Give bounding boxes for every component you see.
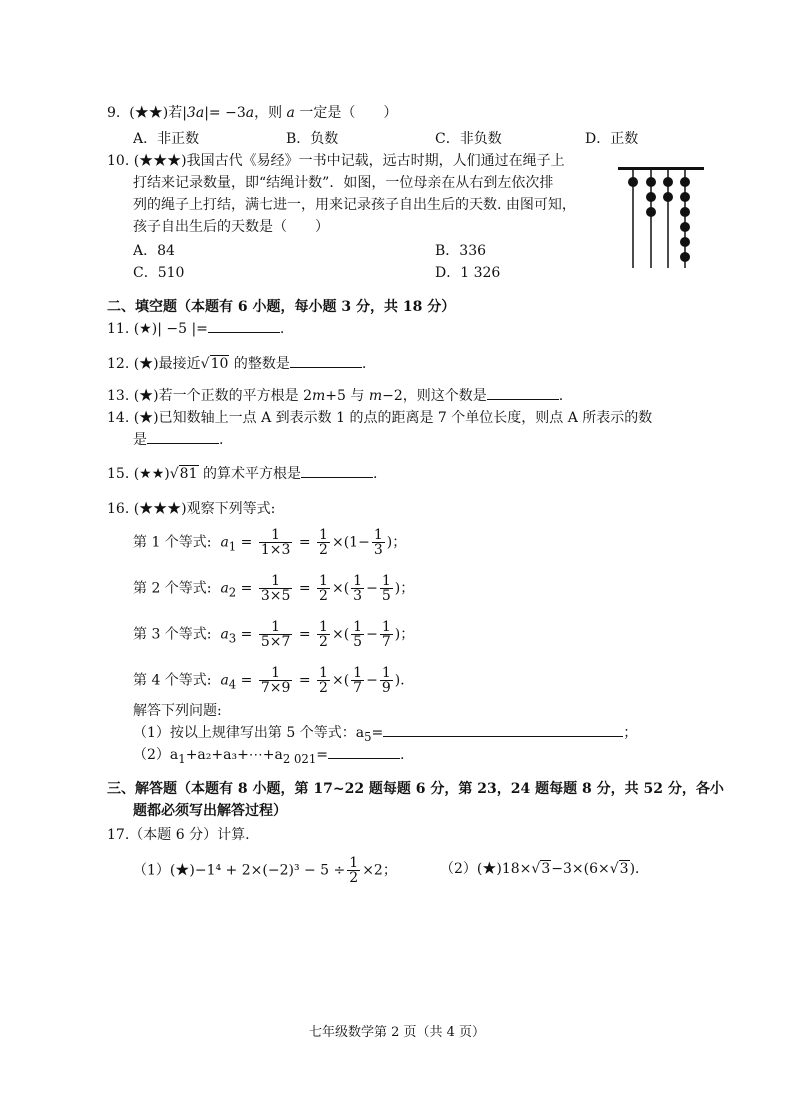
rope-4-knot [680, 222, 690, 232]
q16-sub-2: $(2)a_1+a_2+a_3+\cdots+a_{2 021}=$ . [133, 747, 405, 766]
rope-1-knot [628, 177, 638, 187]
q10-option-c[interactable]: C．510 [133, 265, 185, 281]
fraction: $\frac{1}{5\times 7}$ [260, 619, 291, 650]
q16-sub1-answer-blank[interactable] [383, 724, 623, 737]
q9-option-a[interactable]: A．非正数 [133, 131, 200, 147]
q10-option-a[interactable]: A．84 [133, 243, 175, 259]
fraction: $\frac{1}{3}$ [353, 573, 363, 604]
q10-option-d[interactable]: D．1 326 [435, 265, 501, 281]
q14-line-2: 是 . [133, 432, 224, 448]
rope-4-knot [680, 237, 690, 247]
fraction: $\frac{1}{5}$ [381, 573, 391, 604]
fraction: $\frac{1}{7\times 9}$ [260, 665, 291, 696]
q16-equation-3: 第 3 个等式: $a_3$ = $\frac{1}{5\times 7}$ = $\frac{1}{2}$ ×( $\frac{1}{5}$ − $\frac{1}{7}$ )； [133, 619, 415, 650]
q13: 13. (★)若一个正数的平方根是 2m+5 与 m−2，则这个数是 . [107, 388, 564, 404]
q9-stem: 9. (★★)若|3a|= −3a，则 a 一定是（ ） [107, 105, 398, 121]
fraction: $\frac{1}{7}$ [381, 619, 391, 650]
page-footer: 七年级数学第 2 页（共 4 页） [308, 1025, 486, 1040]
q14-line-1: 14. (★)已知数轴上一点 A 到表示数 1 的点的距离是 7 个单位长度，则点 A 所表示的数 [107, 410, 653, 426]
q10-line-2: 打结来记录数量，即“结绳计数”．如图，一位母亲在从右到左依次排 [133, 175, 554, 191]
q12: 12. (★)最接近√10 的整数是 . [107, 356, 367, 372]
q9-option-c[interactable]: C．非负数 [435, 131, 502, 147]
q11: 11. (★)| −5 |= . [107, 321, 285, 337]
q12-answer-blank[interactable] [290, 355, 362, 368]
knot-rope-figure [615, 164, 705, 272]
fraction: $\frac{1}{2}$ [319, 665, 328, 696]
q11-answer-blank[interactable] [208, 320, 280, 333]
q9-option-b[interactable]: B．负数 [286, 131, 339, 147]
section3-title-line-1: 三、解答题（本题有 8 小题，第 17~22 题每题 6 分，第 23，24 题每题 8 分，共 52 分，各小 [107, 781, 724, 797]
q10-line-3: 列的绳子上打结，满七进一，用来记录孩子自出生后的天数. 由图可知， [133, 197, 576, 213]
q15: 15. (★★)√81 的算术平方根是 . [107, 466, 378, 482]
rope-4-knot [680, 252, 690, 262]
q17-intro: 17.（本题 6 分）计算. [107, 827, 250, 843]
section2-title: 二、填空题（本题有 6 小题，每小题 3 分，共 18 分） [107, 299, 456, 315]
sqrt-sign: √ [609, 861, 619, 877]
q17-part-1: （1）(★)−1⁴ + 2×(−2)³ − 5 ÷ $\frac{1}{2}$ ×2； [133, 855, 397, 886]
rope-4-knot [680, 207, 690, 217]
q16-equation-1: 第 1 个等式: $a_1$ = $\frac{1}{1\times 3}$ = $\frac{1}{2}$ ×(1− $\frac{1}{3}$ )； [133, 527, 407, 558]
rope-4-knot [680, 192, 690, 202]
q17-part-2: （2）(★)18×√3−3×(6×√3)． [440, 861, 650, 877]
fraction: $\frac{1}{3}$ [373, 527, 383, 558]
q16-sub2-answer-blank[interactable] [328, 746, 400, 759]
q10-line-4: 孩子自出生后的天数是（ ） [133, 219, 329, 235]
fraction: $\frac{1}{2}$ [349, 855, 359, 886]
q16-intro: 16. (★★★)观察下列等式: [107, 501, 276, 517]
sqrt-sign: √ [531, 861, 541, 877]
sqrt-sign: √ [169, 466, 179, 482]
rope-2-knot [646, 192, 656, 202]
q10-line-1: 10. (★★★)我国古代《易经》一书中记载，远古时期，人们通过在绳子上 [107, 153, 565, 169]
fraction: $\frac{1}{3\times 5}$ [260, 573, 291, 604]
q14-answer-blank[interactable] [147, 431, 219, 444]
sqrt-sign: √ [200, 356, 210, 372]
fraction: $\frac{1}{2}$ [319, 527, 328, 558]
fraction: $\frac{1}{2}$ [319, 573, 328, 604]
fraction: $\frac{1}{2}$ [319, 619, 328, 650]
q16-equation-4: 第 4 个等式: $a_4$ = $\frac{1}{7\times 9}$ = $\frac{1}{2}$ ×( $\frac{1}{7}$ − $\frac{1}{9}$ )． [133, 665, 415, 696]
q16-answer-intro: 解答下列问题: [133, 703, 222, 719]
rope-4-knot [680, 177, 690, 187]
rope-2-knot [646, 207, 656, 217]
rope-3-knot [663, 192, 673, 202]
q15-answer-blank[interactable] [301, 465, 373, 478]
q16-equation-2: 第 2 个等式: $a_2$ = $\frac{1}{3\times 5}$ = $\frac{1}{2}$ ×( $\frac{1}{3}$ − $\frac{1}{5}$ )； [133, 573, 415, 604]
section3-title-line-2: 题都必须写出解答过程） [133, 803, 287, 819]
fraction: $\frac{1}{7}$ [353, 665, 363, 696]
rope-3-knot [663, 177, 673, 187]
q16-sub-1: （1）按以上规律写出第 5 个等式：$a_5=$ ； [133, 725, 638, 744]
fraction: $\frac{1}{1\times 3}$ [260, 527, 291, 558]
fraction: $\frac{1}{5}$ [353, 619, 363, 650]
q13-answer-blank[interactable] [487, 387, 559, 400]
q10-option-b[interactable]: B．336 [435, 243, 487, 259]
fraction: $\frac{1}{9}$ [381, 665, 391, 696]
rope-2-knot [646, 177, 656, 187]
q9-option-d[interactable]: D．正数 [585, 131, 639, 147]
rope-bar [618, 167, 704, 170]
